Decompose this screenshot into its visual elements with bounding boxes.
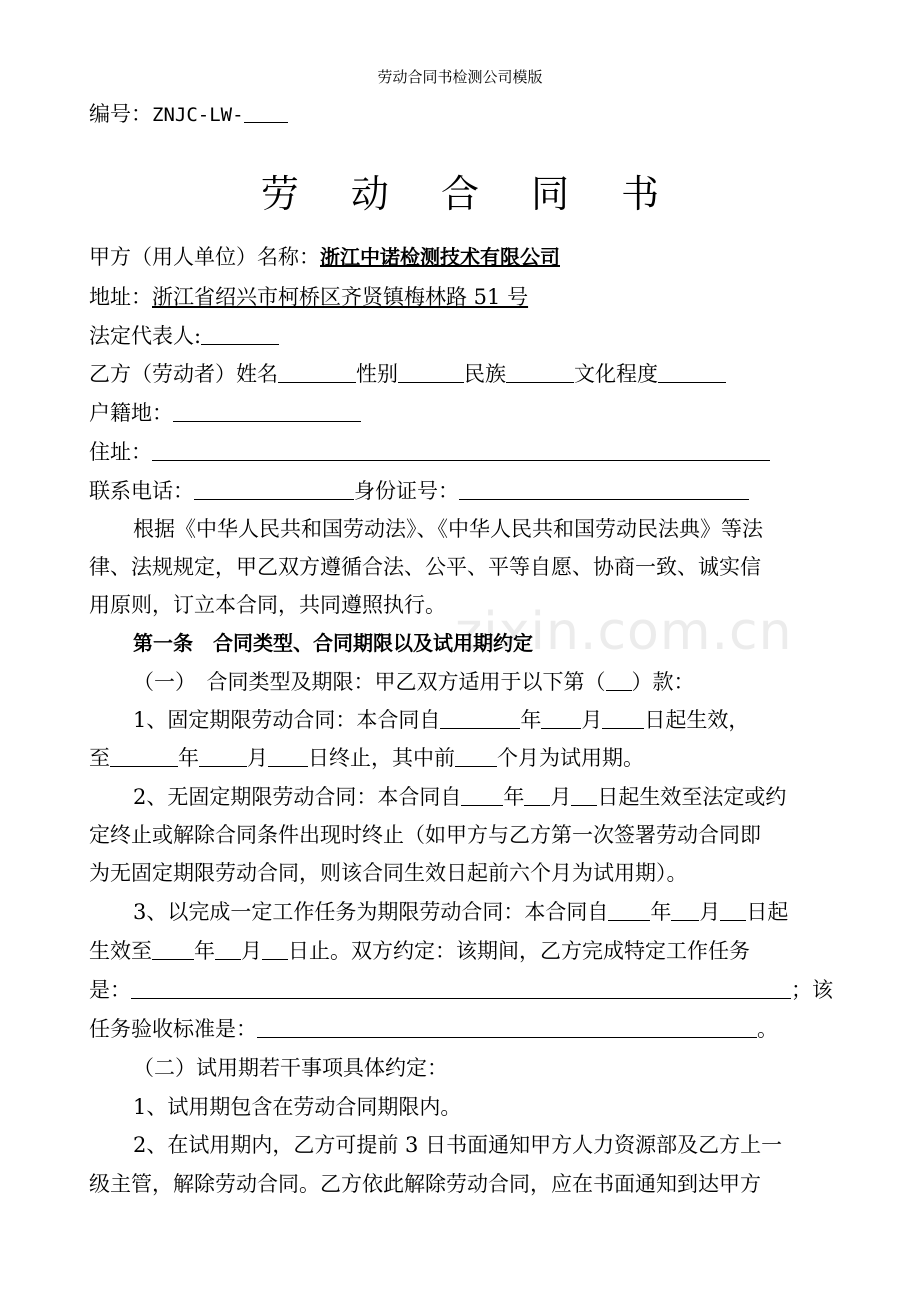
open-term-text: 2、无固定期限劳动合同：本合同自 [133,785,462,809]
party-a-rep-label: 法定代表人: [89,324,202,348]
blank [720,898,746,921]
year-text: 年 [503,785,525,809]
residence-blank [152,438,770,461]
party-a-address-line [89,283,528,311]
month-text: 月 [241,939,262,963]
blank [541,706,581,729]
watermark: zixin.com.cn [455,602,793,662]
residence-label: 住址： [89,440,152,464]
probation-item-1: 1、试用期包含在劳动合同期限内。 [133,1095,462,1119]
party-a-name-label: 甲方（用人单位）名称： [89,245,320,269]
blank [524,783,550,806]
blank [215,937,241,960]
day-text: 日起生效， [644,708,750,732]
gender-label: 性别 [356,362,398,386]
open-term-text-end: 日起生效至法定或约 [597,785,787,809]
section-1-text: （一） 合同类型及期限：甲乙双方适用于以下第（ [133,670,606,694]
id-label: 身份证号： [354,479,459,503]
task-term-line-2 [89,937,750,965]
task-term-line-3 [89,976,833,1004]
end-text: 日终止，其中前 [308,746,455,770]
effective-to-text: 生效至 [89,939,152,963]
open-term-line-2: 定终止或解除合同条件出现时终止（如甲方与乙方第一次签署劳动合同即 [89,823,761,847]
party-a-address: 浙江省绍兴市柯桥区齐贤镇梅林路 51 号 [152,285,529,309]
task-end: ；该 [791,978,833,1002]
page-header: 劳动合同书检测公司模版 [377,68,543,86]
blank [571,783,597,806]
month-text: 月 [247,746,268,770]
section-1-line [133,668,695,696]
year-text: 年 [520,708,542,732]
acceptance-end: 。 [757,1017,778,1041]
task-term-line-4 [89,1015,778,1043]
education-blank [658,360,726,383]
blank [440,706,520,729]
open-term-line-1 [133,783,786,811]
hukou-line [89,399,361,427]
contact-line [89,477,749,505]
ethnicity-blank [506,360,574,383]
open-term-line-3: 为无固定期限劳动合同，则该合同生效日起前六个月为试用期）。 [89,861,688,885]
preamble-line-1: 根据《中华人民共和国劳动法》、《中华人民共和国劳动民法典》等法 [133,517,763,541]
fixed-term-line-2 [89,744,644,772]
document-title: 劳 动 合 同 书 [260,172,680,216]
acceptance-blank [257,1015,757,1038]
section-2-heading: （二）试用期若干事项具体约定： [133,1056,448,1080]
task-term-text-end: 日起 [746,900,789,924]
trial-text: 个月为试用期。 [497,746,644,770]
blank [461,783,503,806]
clause-blank [606,668,632,691]
task-term-text: 3、以完成一定工作任务为期限劳动合同：本合同自 [133,900,609,924]
blank [455,744,497,767]
year-text: 年 [650,900,672,924]
contract-number [89,100,288,129]
task-text: 日止。双方约定：该期间，乙方完成特定工作任务 [288,939,750,963]
year-text: 年 [178,746,199,770]
preamble-line-3: 用原则，订立本合同，共同遵照执行。 [89,593,446,617]
month-text: 月 [550,785,572,809]
blank [152,937,194,960]
to-text: 至 [89,746,110,770]
contract-number-label: 编号： [89,102,152,126]
probation-item-2-line-2: 级主管，解除劳动合同。乙方依此解除劳动合同，应在书面通知到达甲方 [89,1172,761,1196]
blank [268,744,308,767]
blank [110,744,178,767]
blank [262,937,288,960]
party-a-address-label: 地址： [89,285,152,309]
month-text: 月 [581,708,603,732]
phone-label: 联系电话： [89,479,194,503]
party-b-name-label: 乙方（劳动者）姓名 [89,362,278,386]
year-text: 年 [194,939,215,963]
party-a-rep-line [89,322,279,350]
fixed-term-text: 1、固定期限劳动合同：本合同自 [133,708,441,732]
hukou-label: 户籍地： [89,401,173,425]
id-blank [459,477,749,500]
education-label: 文化程度 [574,362,658,386]
hukou-blank [173,399,361,422]
contract-number-blank [244,100,288,123]
blank [671,898,699,921]
acceptance-label: 任务验收标准是： [89,1017,257,1041]
task-blank [131,976,791,999]
party-b-info-line [89,360,726,388]
residence-line [89,438,770,466]
article-1-heading: 第一条 合同类型、合同期限以及试用期约定 [133,631,533,655]
phone-blank [194,477,354,500]
blank [608,898,650,921]
task-term-line-1 [133,898,788,926]
rep-blank [201,322,279,345]
party-a-company: 浙江中诺检测技术有限公司 [320,245,560,269]
section-1-text-end: ）款： [631,670,695,694]
month-text: 月 [699,900,721,924]
blank [199,744,247,767]
party-a-name-line [89,243,560,271]
fixed-term-line-1 [133,706,749,734]
gender-blank [398,360,464,383]
contract-number-value: ZNJC-LW- [152,104,244,126]
probation-item-2-line-1: 2、在试用期内，乙方可提前 3 日书面通知甲方人力资源部及乙方上一 [133,1133,783,1157]
name-blank [278,360,356,383]
blank [602,706,644,729]
preamble-line-2: 律、法规规定，甲乙双方遵循合法、公平、平等自愿、协商一致、诚实信 [89,555,761,579]
task-label: 是： [89,978,131,1002]
ethnicity-label: 民族 [464,362,506,386]
